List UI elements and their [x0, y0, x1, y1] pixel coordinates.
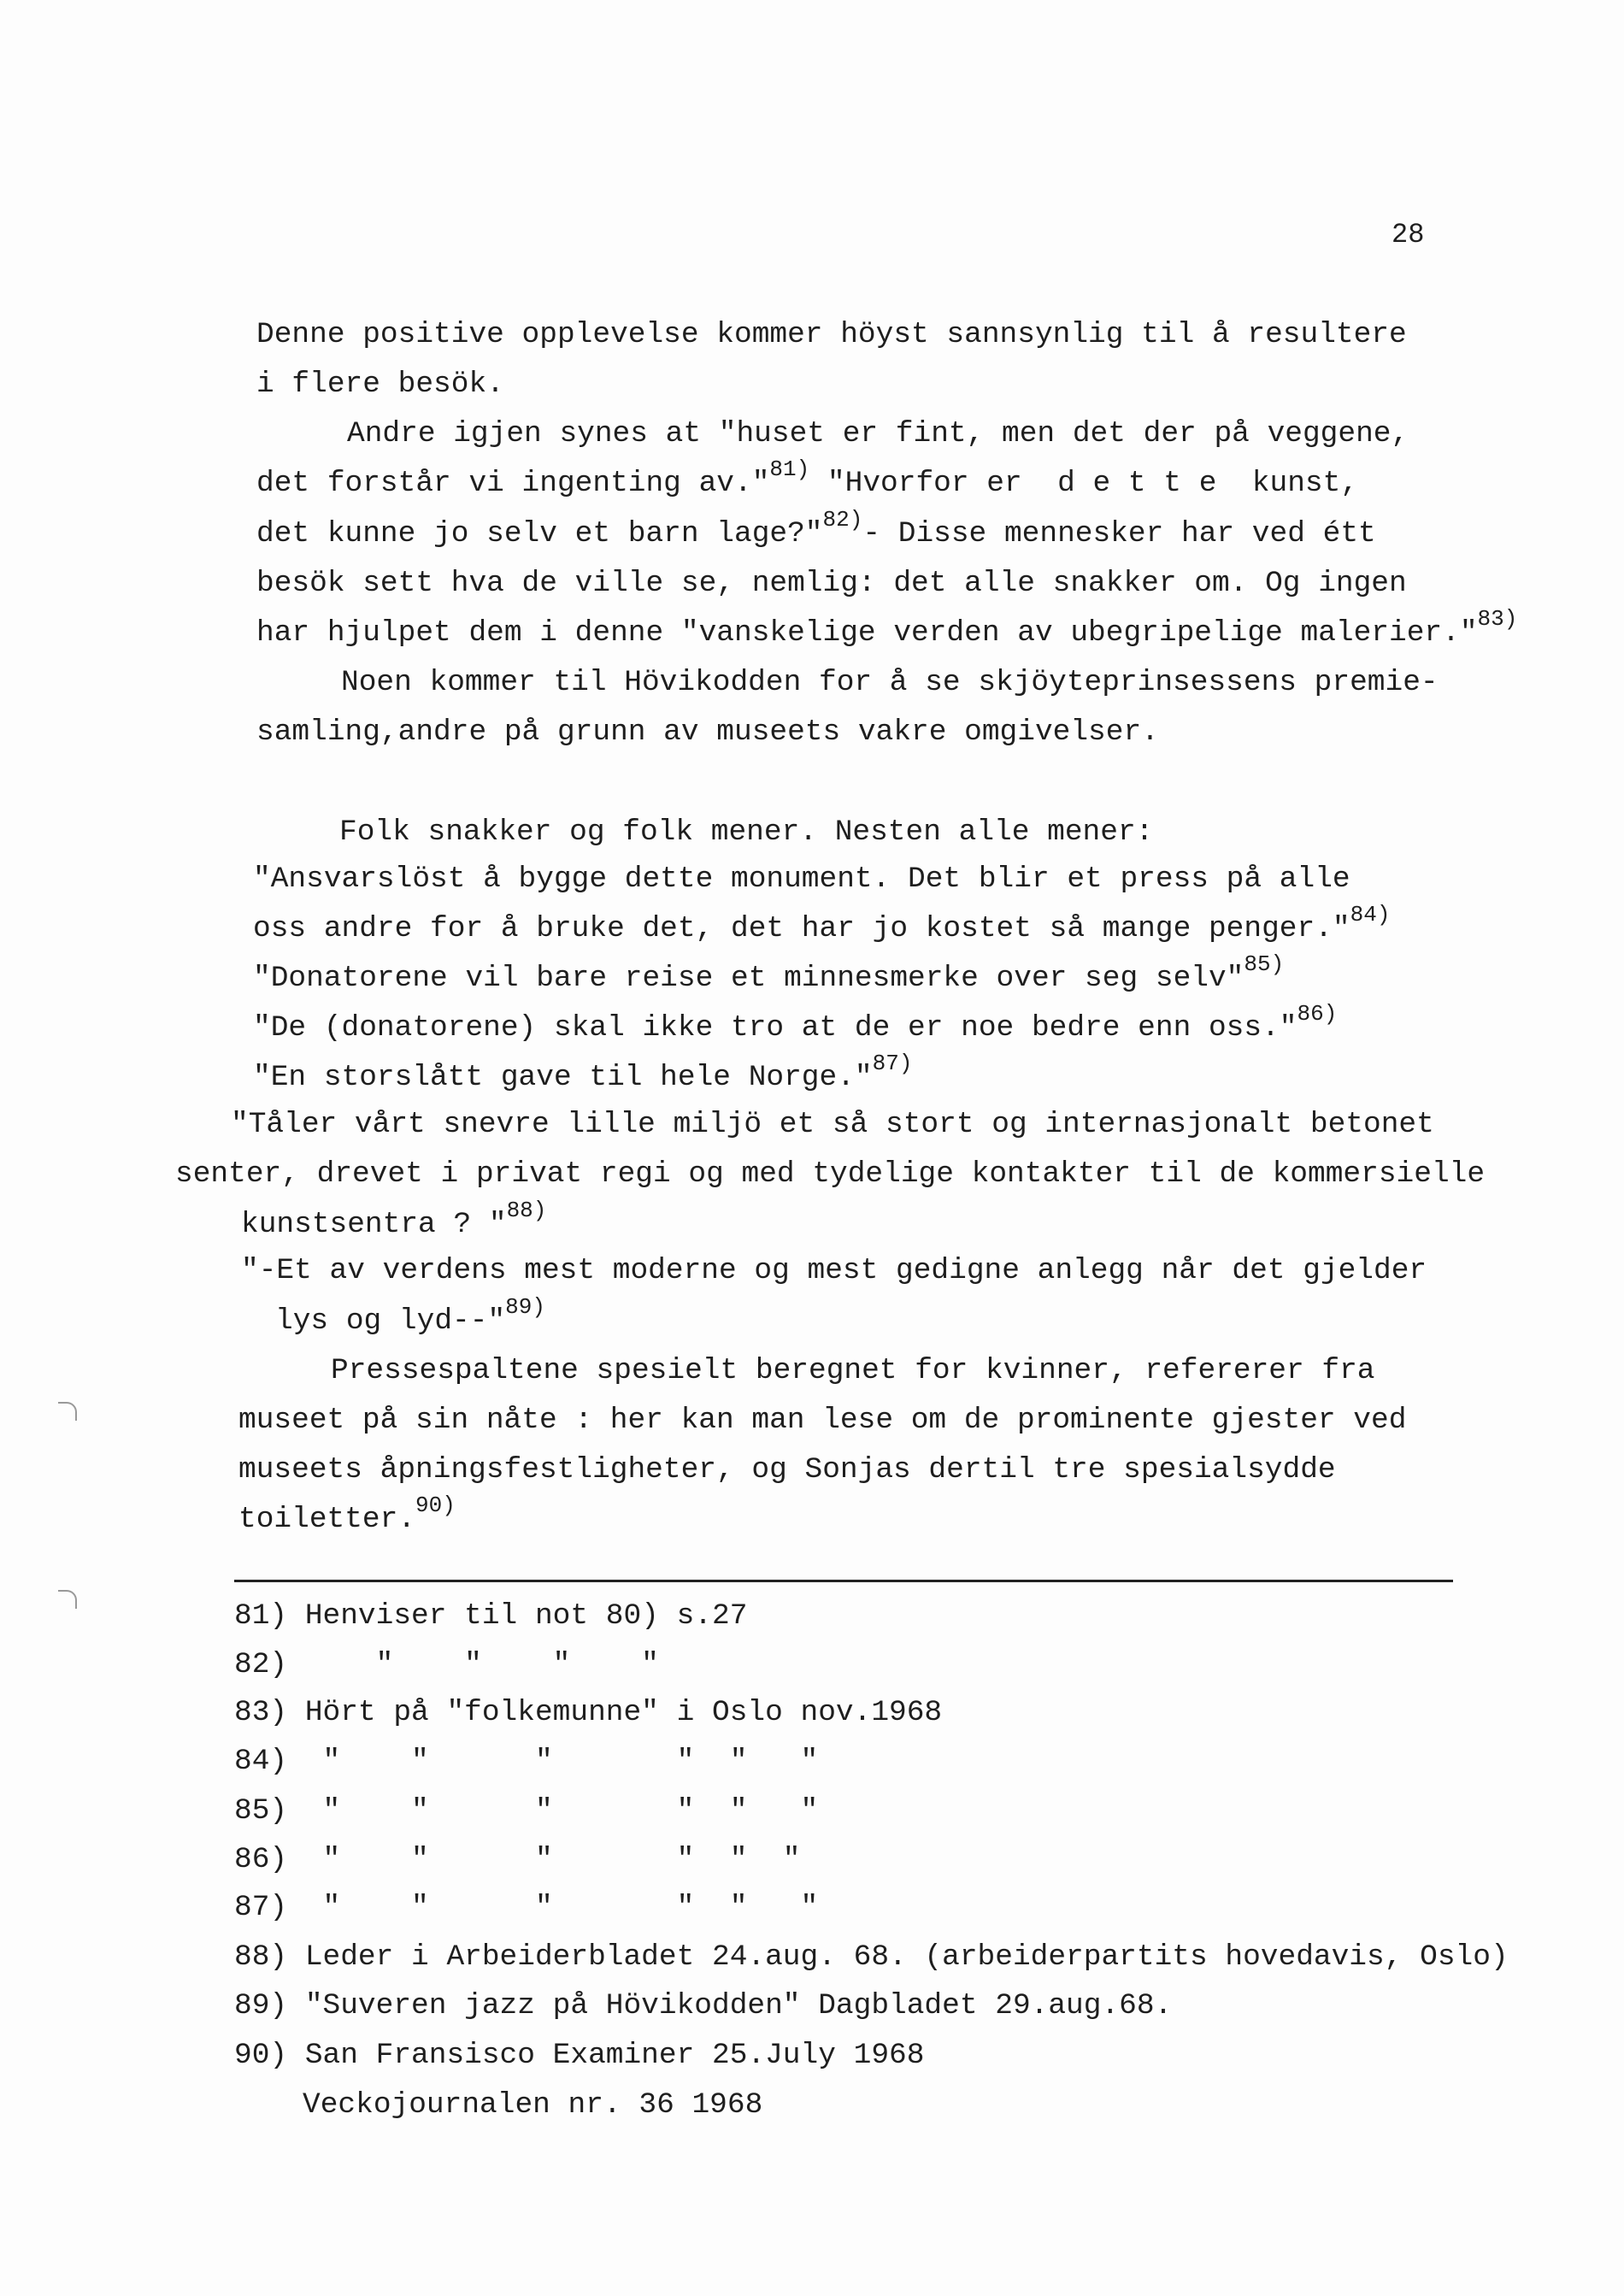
text-run: det forstår vi ingenting av."	[256, 467, 770, 501]
text-line	[253, 1001, 1338, 1046]
text-line	[256, 318, 1407, 352]
text-run: "-Et av verdens mest moderne og mest gedigne anlegg når det gjelder	[241, 1254, 1427, 1288]
text-line	[253, 901, 1391, 947]
text-line	[253, 862, 1350, 897]
footnote-item: 90) San Fransisco Examiner 25.July 1968	[234, 2039, 925, 2073]
hole-punch-mark	[58, 1590, 77, 1609]
text-run: lys og lyd--"	[275, 1304, 506, 1338]
text-run: kunstsentra ? "	[241, 1207, 507, 1241]
text-line	[253, 1051, 913, 1096]
footnote-item: 85) " " " " " "	[234, 1794, 819, 1828]
text-run: Noen kommer til Hövikodden for å se skjöyteprinsessens premie-	[341, 666, 1439, 700]
footnote-item: 87) " " " " " "	[234, 1891, 819, 1925]
text-line	[238, 1492, 456, 1538]
text-line	[339, 815, 1153, 850]
footnote-reference: 83)	[1477, 606, 1518, 632]
text-run: museets åpningsfestligheter, og Sonjas dertil tre spesialsydde	[238, 1453, 1336, 1487]
footnote-item: 84) " " " " " "	[234, 1744, 819, 1778]
text-run: "Ansvarslöst å bygge dette monument. Det blir et press på alle	[253, 862, 1350, 896]
text-run: Pressespaltene spesielt beregnet for kvinner, refererer fra	[331, 1353, 1375, 1387]
text-line	[331, 1354, 1375, 1388]
text-line	[256, 368, 504, 402]
footnote-reference: 87)	[872, 1051, 913, 1077]
text-line	[256, 567, 1407, 601]
text-run: "Hvorfor er d e t t e kunst,	[809, 467, 1359, 501]
text-line	[231, 1108, 1434, 1142]
text-run: Denne positive opplevelse kommer höyst sannsynlig til å resultere	[256, 317, 1407, 351]
footnote-item: 89) "Suveren jazz på Hövikodden" Dagbladet 29.aug.68.	[234, 1988, 1173, 2022]
text-line	[175, 1157, 1485, 1192]
footnote-item: 82) " " " "	[234, 1647, 659, 1681]
text-run: i flere besök.	[256, 367, 504, 401]
text-run: "Tåler vårt snevre lille miljö et så stort og internasjonalt betonet	[231, 1108, 1434, 1142]
text-line	[256, 606, 1518, 651]
text-run: toiletter.	[238, 1503, 416, 1537]
text-line	[241, 1197, 547, 1243]
footnote-reference: 88)	[506, 1197, 547, 1223]
text-run: oss andre for å bruke det, det har jo kostet så mange penger."	[253, 911, 1350, 945]
footnote-reference: 84)	[1350, 901, 1391, 927]
footnote-item: 88) Leder i Arbeiderbladet 24.aug. 68. (arbeiderpartits hovedavis, Oslo)	[234, 1940, 1509, 1975]
text-line	[341, 666, 1439, 700]
text-run: det kunne jo selv et barn lage?"	[256, 516, 823, 550]
hole-punch-mark	[58, 1402, 77, 1421]
text-line	[238, 1453, 1336, 1487]
footnote-reference: 90)	[415, 1492, 456, 1519]
footnote-reference: 85)	[1244, 951, 1285, 978]
page-number: 28	[1392, 219, 1425, 250]
text-run: senter, drevet i privat regi og med tydelige kontakter til de kommersielle	[175, 1157, 1486, 1192]
footnote-item: Veckojournalen nr. 36 1968	[303, 2088, 763, 2122]
footnote-item: 83) Hört på "folkemunne" i Oslo nov.1968	[234, 1696, 943, 1730]
text-run: "De (donatorene) skal ikke tro at de er noe bedre enn oss."	[253, 1011, 1297, 1045]
text-run: - Disse mennesker har ved étt	[862, 516, 1376, 550]
footnote-item: 81) Henviser til not 80) s.27	[234, 1599, 748, 1634]
text-line	[253, 951, 1285, 997]
text-run: samling,andre på grunn av museets vakre omgivelser.	[256, 715, 1159, 750]
text-run: besök sett hva de ville se, nemlig: det alle snakker om. Og ingen	[256, 566, 1407, 600]
text-line	[347, 417, 1409, 451]
text-run: "Donatorene vil bare reise et minnesmerke over seg selv"	[253, 962, 1244, 996]
footnote-item: 86) " " " " " "	[234, 1842, 801, 1876]
text-line	[256, 506, 1376, 552]
text-line	[275, 1293, 545, 1339]
text-run: Folk snakker og folk mener. Nesten alle mener:	[339, 815, 1154, 849]
footnote-reference: 81)	[769, 456, 810, 483]
text-run: "En storslått gave til hele Norge."	[253, 1061, 873, 1095]
footnote-divider	[234, 1580, 1453, 1582]
text-run: Andre igjen synes at "huset er fint, men det der på veggene,	[347, 417, 1409, 451]
text-run: har hjulpet dem i denne "vanskelige verden av ubegripelige malerier."	[256, 616, 1478, 650]
footnote-reference: 89)	[505, 1293, 545, 1320]
text-run: museet på sin nåte : her kan man lese om de prominente gjester ved	[238, 1404, 1407, 1438]
footnote-reference: 82)	[822, 506, 863, 533]
text-line	[256, 715, 1159, 750]
text-line	[238, 1404, 1406, 1438]
text-line	[256, 456, 1359, 502]
text-line	[241, 1254, 1427, 1288]
footnote-reference: 86)	[1297, 1001, 1338, 1027]
